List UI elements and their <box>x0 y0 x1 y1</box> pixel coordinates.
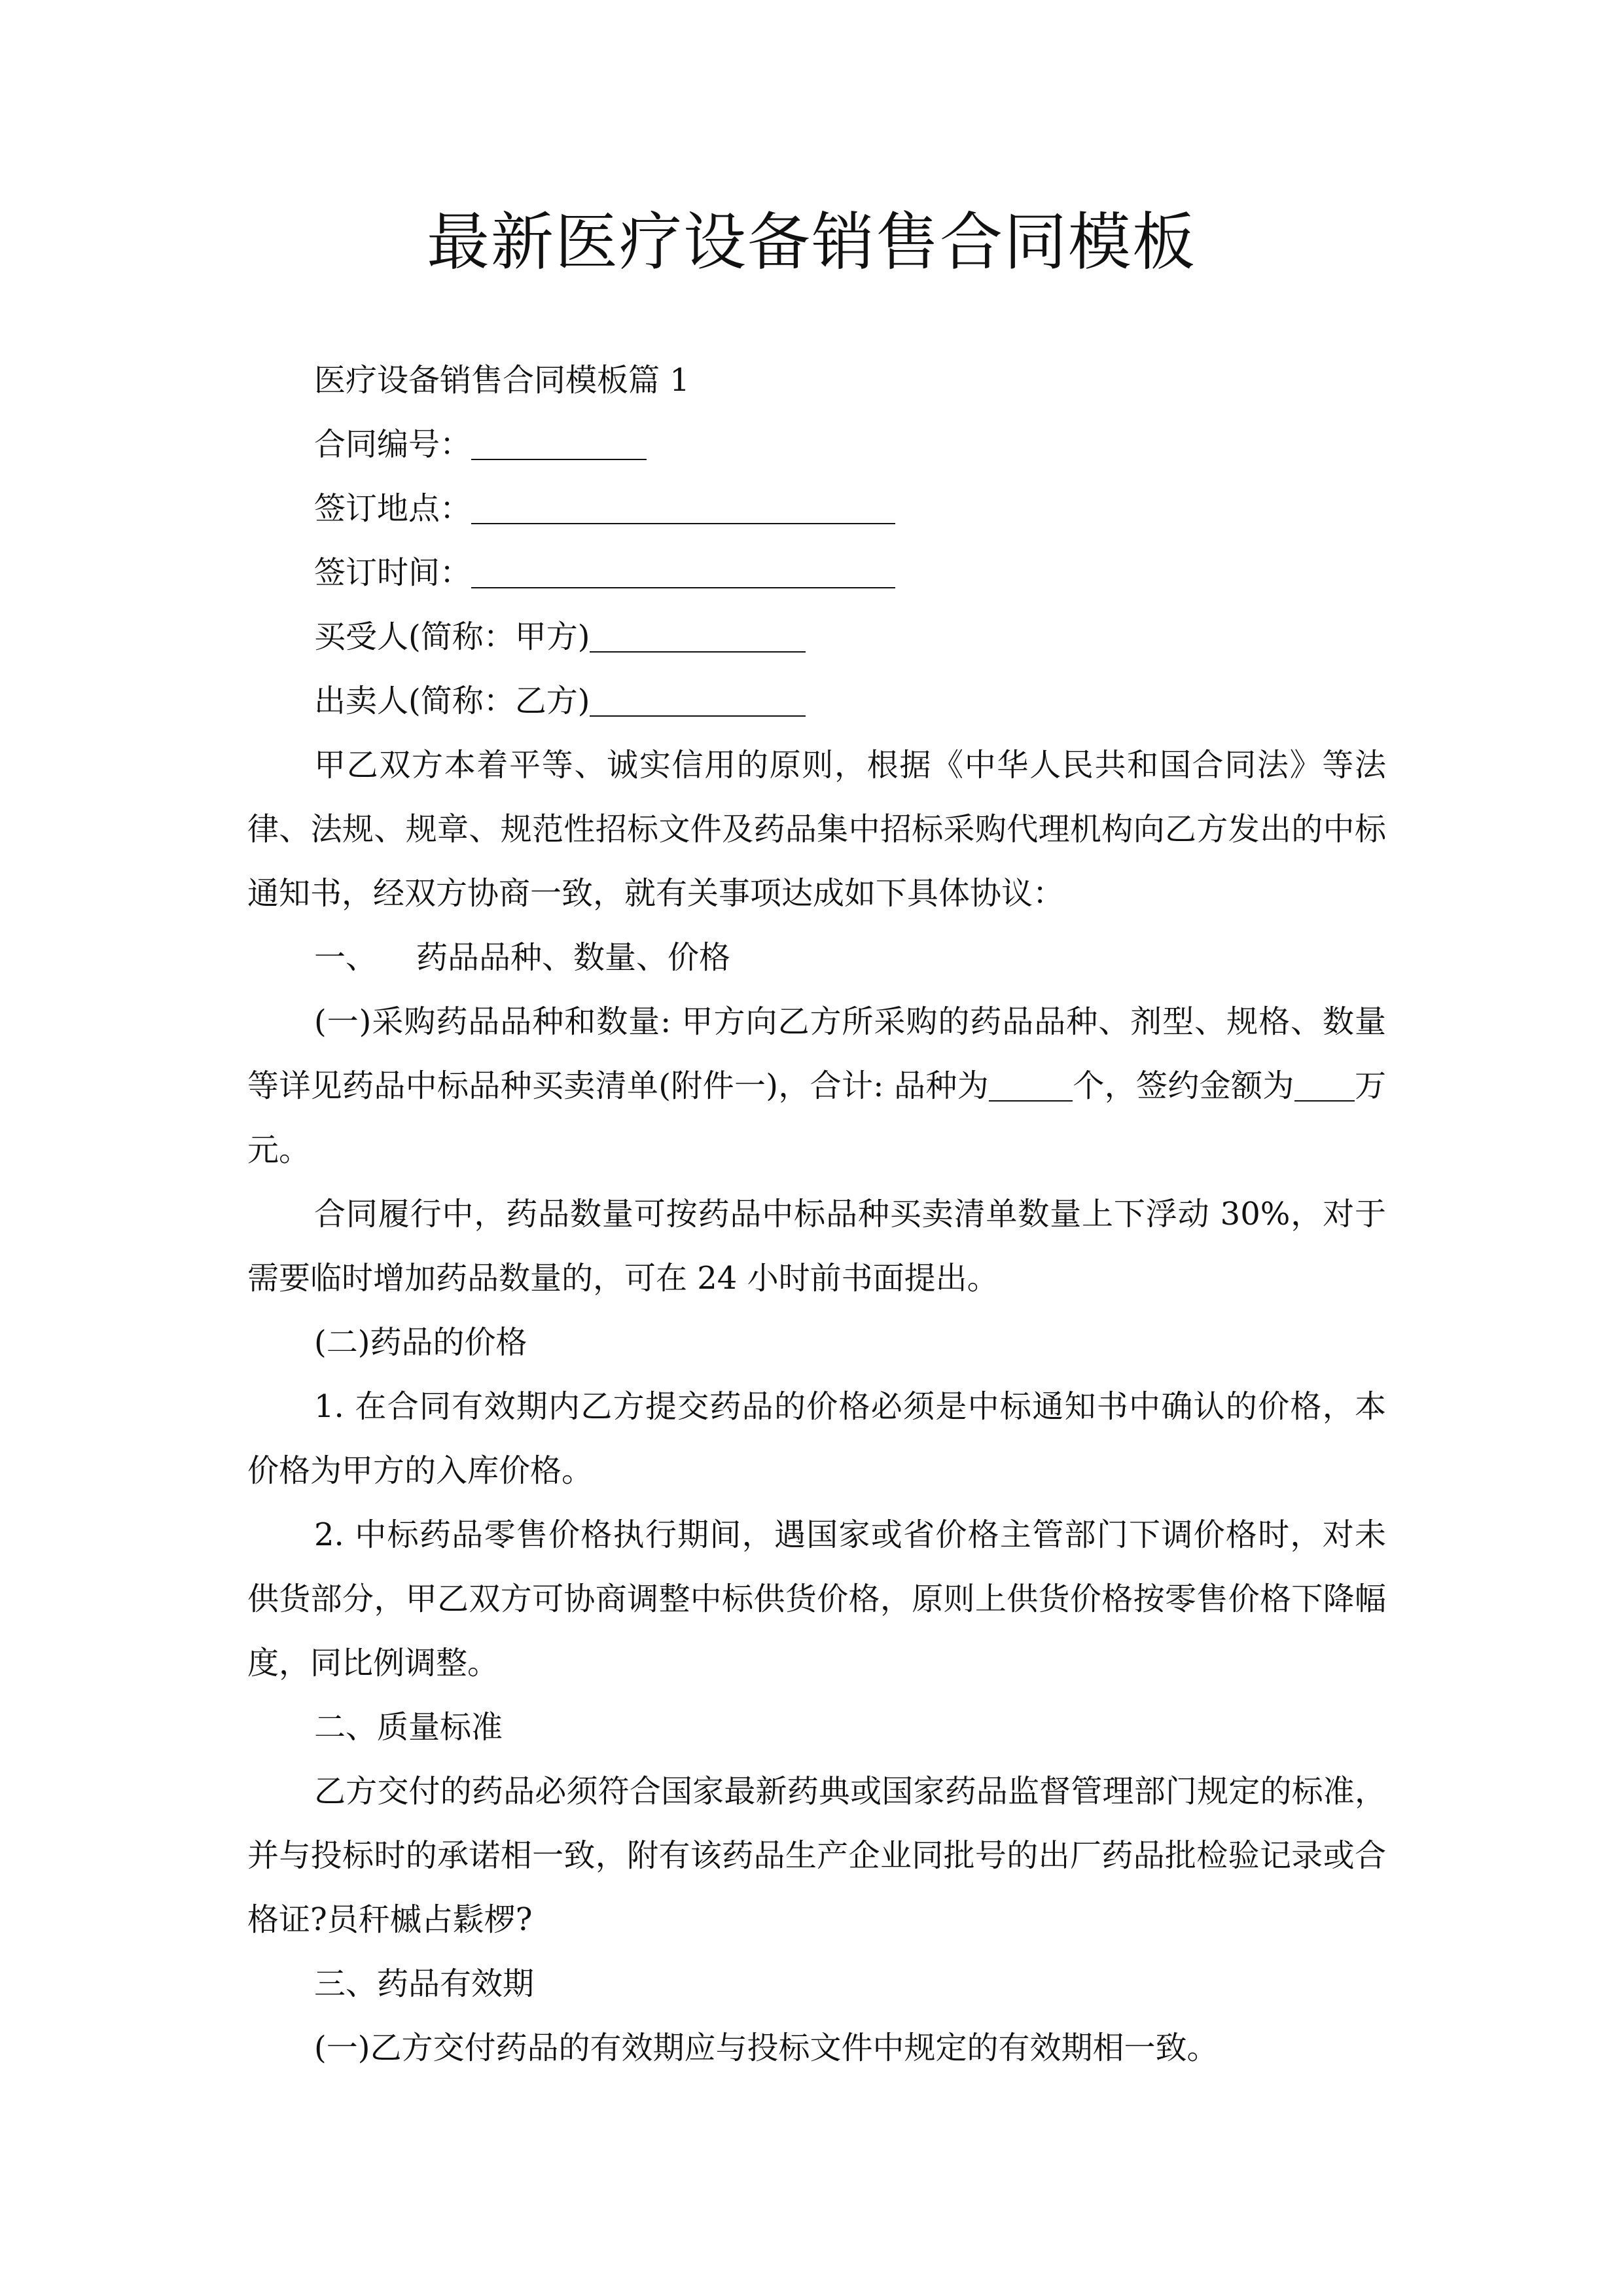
sign-place-blank <box>471 486 895 524</box>
seller-row <box>247 669 1386 733</box>
contract-no-row <box>247 412 1386 476</box>
buyer-blank <box>590 615 806 653</box>
buyer-row <box>247 605 1386 669</box>
section-3-heading: 三、药品有效期 <box>314 1965 535 2002</box>
section-1-heading <box>247 925 1386 990</box>
contract-no-label: 合同编号： <box>314 426 472 463</box>
section-2-paragraph: 乙方交付的药品必须符合国家最新药典或国家药品监督管理部门规定的标准，并与投标时的承诺相一致，附有该药品生产企业同批号的出厂药品批检验记录或合格证?员秆槭占鬏椤? <box>247 1773 1386 1938</box>
contract-no-blank <box>471 422 647 460</box>
seller-label: 出卖人(简称：乙方) <box>314 683 590 719</box>
section-1-sub-2: (二)药品的价格 <box>314 1324 527 1361</box>
sign-time-blank <box>471 550 895 588</box>
s1-sub1-part3: 万元。 <box>247 1067 1386 1168</box>
section-2-heading: 二、质量标准 <box>314 1709 503 1746</box>
sign-place-label: 签订地点： <box>314 490 472 527</box>
sign-place-row <box>247 476 1386 541</box>
section-1-title: 药品品种、数量、价格 <box>416 939 731 976</box>
subtitle: 医疗设备销售合同模板篇 1 <box>314 362 690 399</box>
section-1-sub-1 <box>247 990 1386 1182</box>
variety-count-blank <box>989 1064 1073 1102</box>
document-title: 最新医疗设备销售合同模板 <box>427 206 1196 279</box>
intro-paragraph: 甲乙双方本着平等、诚实信用的原则，根据《中华人民共和国合同法》等法律、法规、规章、规范性招标文件及药品集中招标采购代理机构向乙方发出的中标通知书，经双方协商一致，就有关事项达成如下具体协议： <box>247 747 1386 912</box>
s1-sub1-part2: 个，签约金额为 <box>1073 1067 1294 1104</box>
sign-time-label: 签订时间： <box>314 554 472 591</box>
s1-sub1-part1: (一)采购药品品种和数量: 甲方向乙方所采购的药品品种、剂型、规格、数量等详见药品中标品种买卖清单(附件一)，合计: 品种为 <box>247 1003 1386 1104</box>
document-body <box>247 348 1386 2080</box>
section-3-sub-1: (一)乙方交付药品的有效期应与投标文件中规定的有效期相一致。 <box>314 2030 1219 2066</box>
contract-amount-blank <box>1294 1064 1355 1102</box>
buyer-label: 买受人(简称：甲方) <box>314 619 590 655</box>
section-1-para-2: 合同履行中，药品数量可按药品中标品种买卖清单数量上下浮动 30%，对于需要临时增加药品数量的，可在 24 小时前书面提出。 <box>247 1196 1386 1297</box>
sign-time-row <box>247 541 1386 605</box>
seller-blank <box>590 679 806 717</box>
section-1-item-2: 2. 中标药品零售价格执行期间，遇国家或省价格主管部门下调价格时，对未供货部分，甲乙双方可协商调整中标供货价格，原则上供货价格按零售价格下降幅度，同比例调整。 <box>247 1516 1386 1681</box>
section-1-number: 一、 <box>314 939 378 976</box>
section-1-item-1: 1. 在合同有效期内乙方提交药品的价格必须是中标通知书中确认的价格，本价格为甲方的入库价格。 <box>247 1388 1386 1489</box>
